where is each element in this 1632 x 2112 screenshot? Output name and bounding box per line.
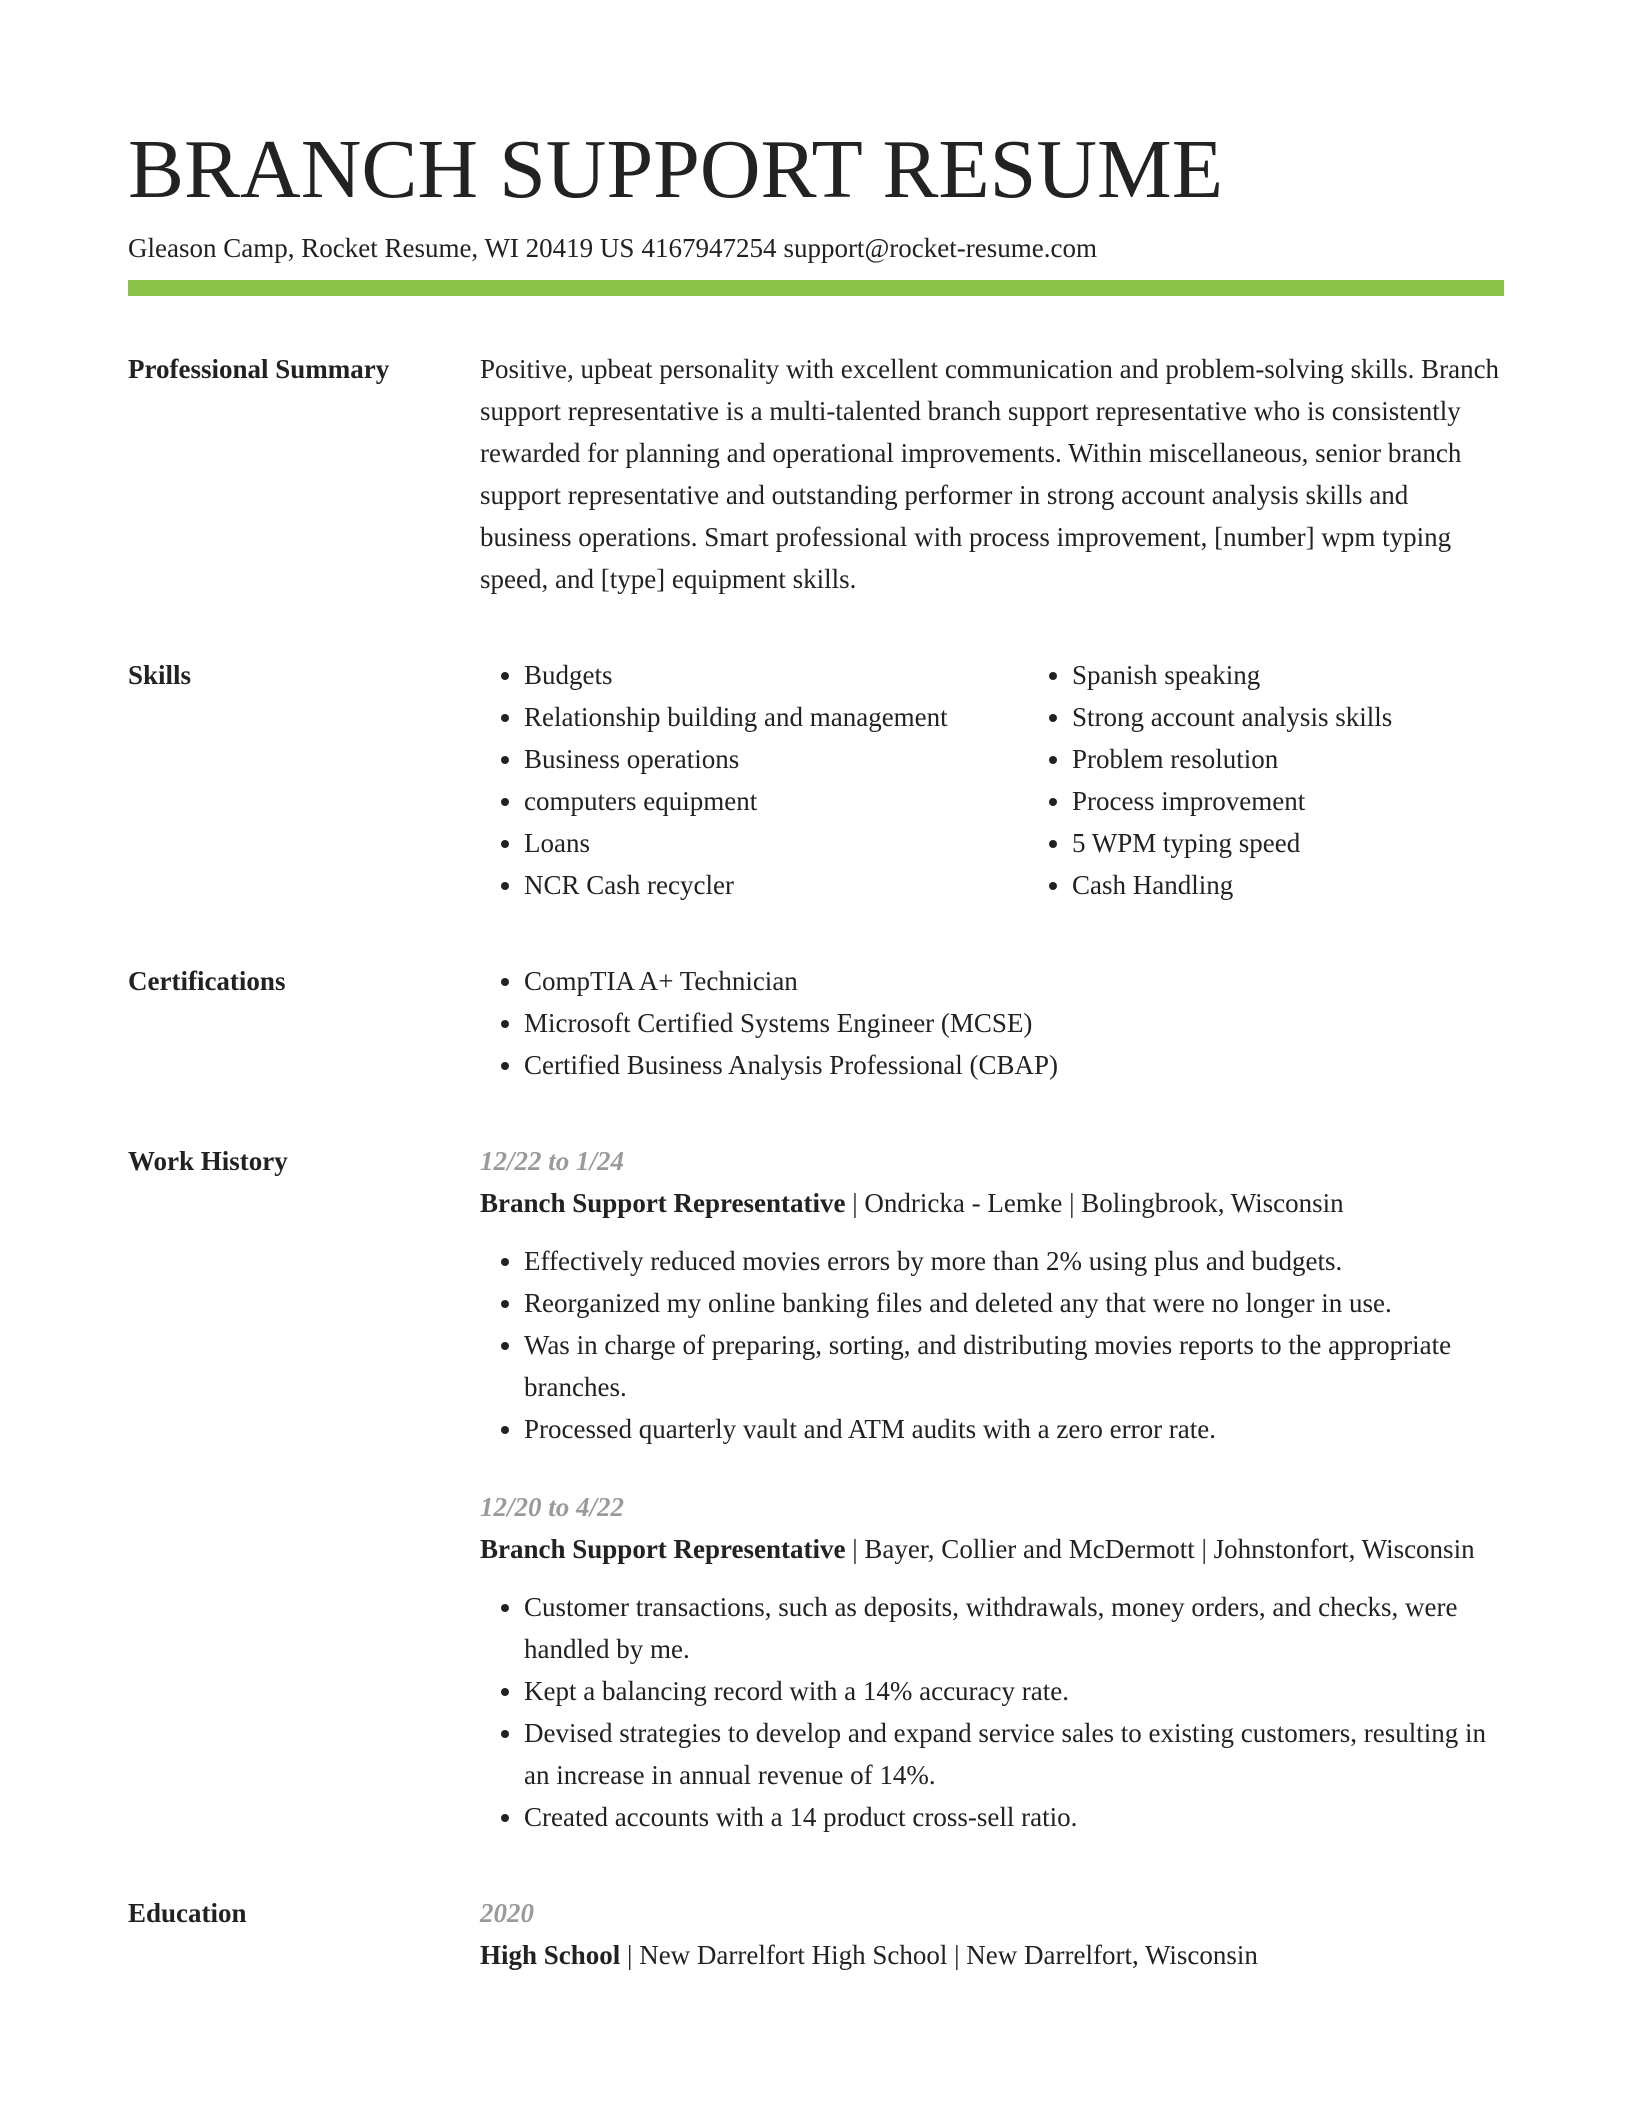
job-dates: 12/22 to 1/24	[480, 1146, 625, 1176]
job-bullet: • Was in charge of preparing, sorting, and distributing movies reports to the appropriate branches.	[524, 1324, 1504, 1408]
summary-text: Positive, upbeat personality with excellent communication and problem-solving skills. Branch support representative is a multi-talented branch support representative who is consistently rewarded for planning and operational improvements. Within miscellaneous, senior branch support representative and outstanding performer in strong account analysis skills and business operations. Smart professional with process improvement, [number] wpm typing speed, and [type] equipment skills.	[480, 354, 1500, 594]
education-degree: High School	[480, 1940, 621, 1970]
section-title-certifications: Certifications	[128, 966, 286, 996]
job-bullets	[480, 1240, 1504, 1450]
skill-item: • Spanish speaking	[1072, 654, 1504, 696]
job-details: | Bayer, Collier and McDermott | Johnstonfort, Wisconsin	[845, 1534, 1475, 1564]
education-section	[128, 1892, 1504, 1976]
skill-item: • Problem resolution	[1072, 738, 1504, 780]
skill-item: • Strong account analysis skills	[1072, 696, 1504, 738]
contact-address: Gleason Camp, Rocket Resume, WI 20419 US	[128, 233, 635, 263]
summary-section	[128, 348, 1504, 600]
section-title-summary: Professional Summary	[128, 354, 390, 384]
job-bullet: • Processed quarterly vault and ATM audits with a zero error rate.	[524, 1408, 1504, 1450]
job-dates: 12/20 to 4/22	[480, 1492, 625, 1522]
skill-item: • Process improvement	[1072, 780, 1504, 822]
job-bullet: • Devised strategies to develop and expand service sales to existing customers, resulting in an increase in annual revenue of 14%.	[524, 1712, 1504, 1796]
job-bullet: • Effectively reduced movies errors by more than 2% using plus and budgets.	[524, 1240, 1504, 1282]
certifications-list	[480, 960, 1504, 1086]
job-entry	[480, 1140, 1504, 1450]
education-heading	[480, 1934, 1504, 1976]
skill-item: • Budgets	[524, 654, 1028, 696]
skill-item: • Relationship building and management	[524, 696, 1028, 738]
section-title-education: Education	[128, 1898, 247, 1928]
skills-section	[128, 654, 1504, 906]
certification-item: • Microsoft Certified Systems Engineer (MCSE)	[524, 1002, 1504, 1044]
section-title-work: Work History	[128, 1146, 288, 1176]
section-title-skills: Skills	[128, 660, 192, 690]
job-heading	[480, 1528, 1504, 1570]
skills-list-left	[480, 654, 1028, 906]
skill-item: • Loans	[524, 822, 1028, 864]
job-bullet: • Customer transactions, such as deposits, withdrawals, money orders, and checks, were handled by me.	[524, 1586, 1504, 1670]
skill-item: • computers equipment	[524, 780, 1028, 822]
job-bullets	[480, 1586, 1504, 1838]
skill-item: • Business operations	[524, 738, 1028, 780]
skill-item: • 5 WPM typing speed	[1072, 822, 1504, 864]
job-details: | Ondricka - Lemke | Bolingbrook, Wisconsin	[845, 1188, 1344, 1218]
skill-item: • NCR Cash recycler	[524, 864, 1028, 906]
education-details: | New Darrelfort High School | New Darrelfort, Wisconsin	[620, 1940, 1258, 1970]
certification-item: • CompTIA A+ Technician	[524, 960, 1504, 1002]
job-bullet: • Reorganized my online banking files and deleted any that were no longer in use.	[524, 1282, 1504, 1324]
skill-item: • Cash Handling	[1072, 864, 1504, 906]
job-entry	[480, 1486, 1504, 1838]
contact-phone: 4167947254	[641, 233, 777, 263]
job-bullet: • Kept a balancing record with a 14% accuracy rate.	[524, 1670, 1504, 1712]
resume-title: BRANCH SUPPORT RESUME	[128, 123, 1224, 216]
work-history-section	[128, 1140, 1504, 1838]
contact-line	[128, 230, 1504, 266]
certifications-section	[128, 960, 1504, 1086]
education-year: 2020	[480, 1898, 534, 1928]
skills-list-right	[1028, 654, 1504, 906]
accent-divider	[128, 280, 1504, 296]
job-role: Branch Support Representative	[480, 1188, 846, 1218]
resume-page	[128, 120, 1504, 1976]
job-bullet: • Created accounts with a 14 product cross-sell ratio.	[524, 1796, 1504, 1838]
certification-item: • Certified Business Analysis Professional (CBAP)	[524, 1044, 1504, 1086]
job-heading	[480, 1182, 1504, 1224]
contact-email: support@rocket-resume.com	[783, 233, 1097, 263]
job-role: Branch Support Representative	[480, 1534, 846, 1564]
